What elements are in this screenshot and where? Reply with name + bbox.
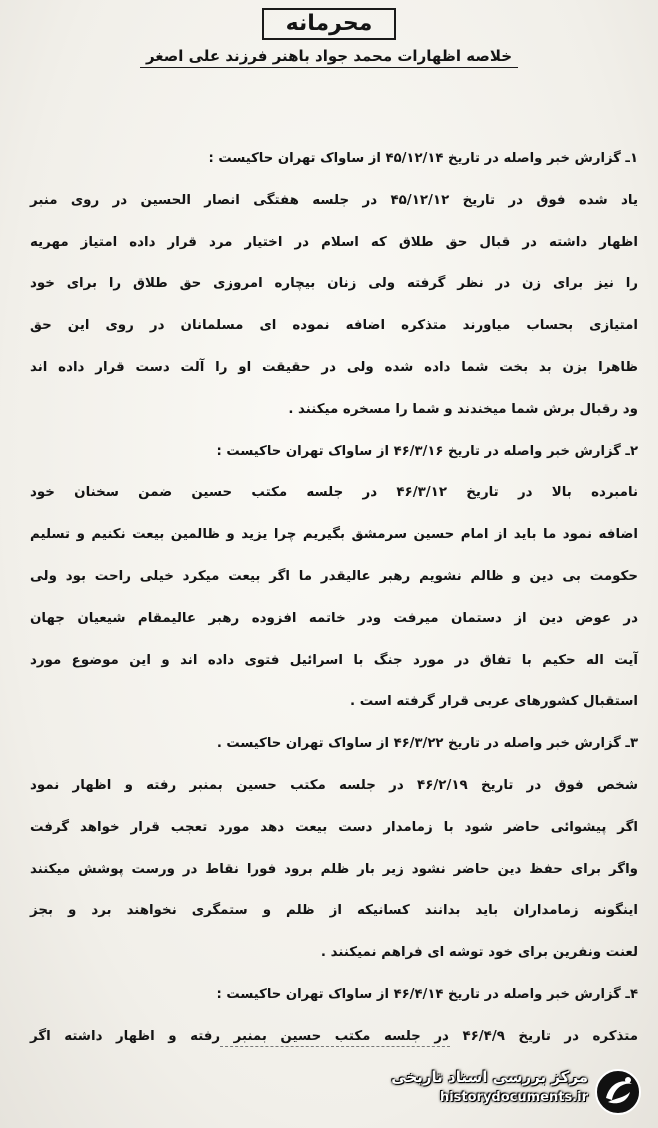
report-heading: ۴ـ گزارش خبر واصله در تاریخ ۴۶/۴/۱۴ از ساواک تهران حاکیست : xyxy=(216,986,638,1002)
report-3 xyxy=(30,723,638,974)
report-heading: ۲ـ گزارش خبر واصله در تاریخ ۴۶/۳/۱۶ از ساواک تهران حاکیست : xyxy=(216,443,638,459)
text-line: استقبال کشورهای عربی قرار گرفته است . xyxy=(350,694,638,710)
text-line: آیت اله حکیم با تفاق در مورد جنگ با اسرائیل فتوی داده اند و این موضوع مورد xyxy=(30,652,638,668)
text-line: ظاهرا بزن بد بخت شما داده شده ولی در حقیقت او را آلت دست قرار داده اند xyxy=(30,359,638,375)
text-line: حکومت بی دین و ظالم نشویم رهبر عالیقدر ما اگر بیعت میکرد خیلی راحت بود ولی xyxy=(30,568,638,584)
text-line: ود رقبال برش شما میخندند و شما را مسخره میکنند . xyxy=(288,401,638,417)
text-line: امتیازی بحساب میاورند متذکره اضافه نموده ای مسلمانان در روی این حق xyxy=(30,318,638,334)
text-line: اظهار داشته در قبال حق طلاق که اسلام در اختیار مرد قرار داده امتیاز مهریه xyxy=(30,234,638,250)
text-line: در عوض دین از دستمان میرفت ودر خاتمه افزوده رهبر عالیمقام شیعیان جهان xyxy=(30,610,638,626)
text-line: واگر برای حفظ دین حاضر نشود زیر بار ظلم برود فورا نقاط در ورست پوشش میکنند xyxy=(30,861,638,877)
report-heading: ۳ـ گزارش خبر واصله در تاریخ ۴۶/۳/۲۲ از ساواک تهران حاکیست . xyxy=(216,736,638,752)
document-header xyxy=(0,8,658,68)
report-heading: ۱ـ گزارش خبر واصله در تاریخ ۴۵/۱۲/۱۴ از ساواک تهران حاکیست : xyxy=(208,151,638,166)
text-line: اگر پیشوائی حاضر شود با زمامدار دست بیعت دهد مورد تعجب قرار خواهد گرفت xyxy=(30,819,638,835)
watermark-url: historydocuments.ir xyxy=(439,1090,588,1105)
watermark xyxy=(370,1062,650,1122)
report-1 xyxy=(30,138,638,431)
text-line: اینگونه زمامداران باید بدانند کسانیکه از ظلم و ستمگری نخواهند برد و بجز xyxy=(30,903,638,919)
document-body xyxy=(30,138,638,1058)
classification-stamp: محرمانه xyxy=(262,8,397,40)
text-line: متذکره در تاریخ ۴۶/۴/۹ در جلسه مکتب حسین بمنبر رفته و اظهار داشته اگر xyxy=(30,1028,638,1044)
text-line: یاد شده فوق در تاریخ ۴۵/۱۲/۱۲ در جلسه هفتگی انصار الحسین در روی منبر xyxy=(30,192,638,208)
text-line: اضافه نمود ما باید از امام حسین سرمشق بگیریم چرا یزید و ظالمین بیعت نکنیم و تسلیم xyxy=(30,527,638,543)
watermark-text xyxy=(391,1066,588,1108)
text-line: را نیز برای زن در نظر گرفته ولی زنان بیچاره امروزی حق طلاق را برای خود xyxy=(30,276,638,292)
footer-rule xyxy=(220,1046,450,1047)
text-line: شخص فوق در تاریخ ۴۶/۲/۱۹ در جلسه مکتب حسین بمنبر رفته و اظهار نمود xyxy=(30,777,638,793)
watermark-name: مرکز بررسی اسناد تاریخی xyxy=(391,1068,588,1086)
report-2 xyxy=(30,431,638,724)
report-4 xyxy=(30,974,638,1058)
document-title: خلاصه اظهارات محمد جواد باهنر فرزند علی اصغر xyxy=(140,46,518,68)
archive-logo-icon xyxy=(594,1068,642,1116)
text-line: لعنت ونفرین برای خود توشه ای فراهم نمیکنند . xyxy=(320,945,638,961)
text-line: نامبرده بالا در تاریخ ۴۶/۳/۱۲ در جلسه مکتب حسین ضمن سخنان خود xyxy=(30,485,638,501)
